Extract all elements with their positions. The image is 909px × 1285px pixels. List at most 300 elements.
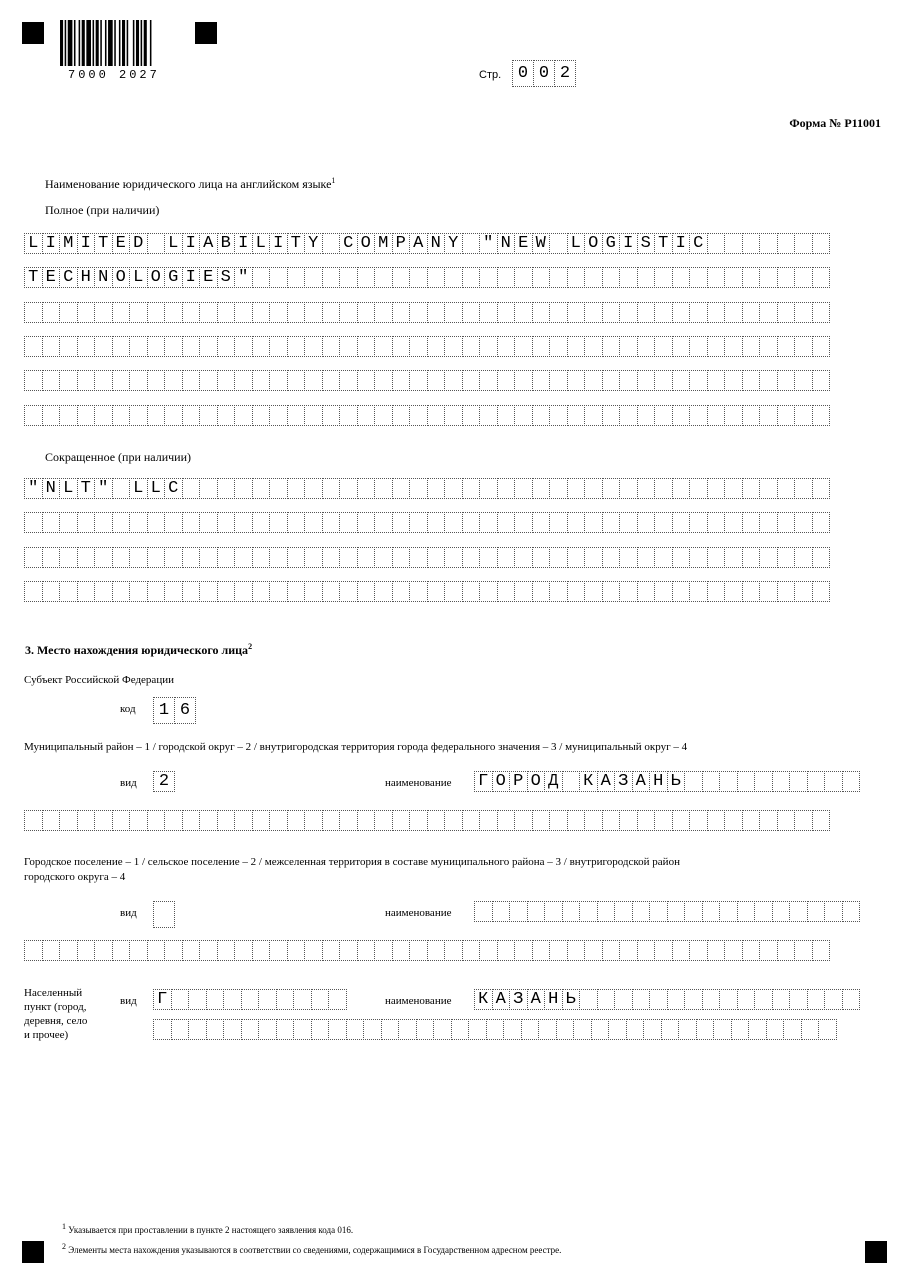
full-name-cell: [112, 370, 131, 391]
short-name-cell: [42, 512, 61, 533]
full-name-cell: [654, 302, 673, 323]
settlement-extra-cell: [672, 940, 691, 961]
full-name-cell: C: [339, 233, 358, 254]
full-name-cell: [147, 405, 166, 426]
full-name-cell: [374, 302, 393, 323]
settlement-extra-cell: [322, 940, 341, 961]
municipal-extra-cell: [794, 810, 813, 831]
full-name-cell: [287, 405, 306, 426]
short-name-cell: [339, 547, 358, 568]
short-name-cell: [234, 512, 253, 533]
locality-extra-cell: [661, 1019, 680, 1040]
full-name-cell: [269, 405, 288, 426]
short-name-cell: L: [129, 478, 148, 499]
full-name-cell: [777, 405, 796, 426]
municipal-extra-cell: [42, 810, 61, 831]
full-name-cell: Y: [444, 233, 463, 254]
full-name-cell: H: [77, 267, 96, 288]
municipal-name-cell: [807, 771, 826, 792]
short-name-cell: [584, 581, 603, 602]
municipal-name-cell: [754, 771, 773, 792]
full-name-cell: [217, 370, 236, 391]
full-name-cell: [199, 405, 218, 426]
municipal-extra-cell: [637, 810, 656, 831]
locality-vid-label: вид: [120, 995, 137, 1007]
short-name-cell: [147, 547, 166, 568]
full-name-cell: [94, 370, 113, 391]
full-name-cell: [287, 370, 306, 391]
settlement-name-cell: [737, 901, 756, 922]
municipal-extra-cell: [304, 810, 323, 831]
short-name-cell: [322, 547, 341, 568]
full-name-cell: N: [497, 233, 516, 254]
short-name-cell: ": [24, 478, 43, 499]
settlement-name-cell: [509, 901, 528, 922]
locality-extra-cell: [258, 1019, 277, 1040]
settlement-extra-cell: [182, 940, 201, 961]
full-name-cell: [689, 267, 708, 288]
municipal-extra-cell: [59, 810, 78, 831]
full-name-row: [24, 405, 830, 426]
locality-extra-cell: [433, 1019, 452, 1040]
locality-name-cell: [702, 989, 721, 1010]
full-name-cell: [654, 370, 673, 391]
locality-name-cell: [684, 989, 703, 1010]
short-name-label: Сокращенное (при наличии): [45, 450, 192, 464]
full-name-cell: [24, 405, 43, 426]
locality-name-cell: [667, 989, 686, 1010]
short-name-cell: [584, 547, 603, 568]
full-name-cell: [357, 405, 376, 426]
short-name-cell: [672, 581, 691, 602]
short-name-cell: [444, 478, 463, 499]
short-name-cell: [322, 478, 341, 499]
short-name-cell: [94, 581, 113, 602]
full-name-cell: [637, 302, 656, 323]
short-name-cell: [164, 512, 183, 533]
full-name-cell: [252, 302, 271, 323]
municipal-name-cell: [562, 771, 581, 792]
short-name-cell: [77, 581, 96, 602]
locality-name-cell: [772, 989, 791, 1010]
full-name-cell: [497, 370, 516, 391]
full-name-cell: [497, 267, 516, 288]
full-name-cell: [374, 405, 393, 426]
settlement-type-label-line2: городского округа – 4: [24, 871, 126, 883]
short-name-cell: [777, 512, 796, 533]
short-name-cell: [234, 581, 253, 602]
full-name-cell: S: [217, 267, 236, 288]
settlement-extra-cell: [24, 940, 43, 961]
page-digit-cell: 2: [554, 60, 576, 87]
settlement-name-cell: [667, 901, 686, 922]
settlement-extra-cell: [497, 940, 516, 961]
full-name-cell: [794, 233, 813, 254]
locality-name-cell: [614, 989, 633, 1010]
settlement-extra-cell: [707, 940, 726, 961]
short-name-cell: [252, 547, 271, 568]
short-name-cell: [217, 512, 236, 533]
full-name-cell: L: [24, 233, 43, 254]
full-name-cell: [409, 405, 428, 426]
full-name-cell: [199, 336, 218, 357]
municipal-name-cell: [719, 771, 738, 792]
full-name-cell: [444, 336, 463, 357]
full-name-cell: I: [269, 233, 288, 254]
short-name-cell: [654, 478, 673, 499]
municipal-extra-cell: [812, 810, 831, 831]
municipal-name-cell: О: [492, 771, 511, 792]
short-name-cell: [304, 478, 323, 499]
locality-extra-cell: [328, 1019, 347, 1040]
short-name-cell: [182, 581, 201, 602]
settlement-name-cell: [789, 901, 808, 922]
municipal-extra-cell: [777, 810, 796, 831]
full-name-cell: [304, 267, 323, 288]
short-name-cell: [392, 512, 411, 533]
full-name-cell: [217, 336, 236, 357]
locality-extra-cell: [451, 1019, 470, 1040]
locality-extra-cell: [538, 1019, 557, 1040]
municipal-name-cell: Ь: [667, 771, 686, 792]
short-name-cell: [112, 581, 131, 602]
full-name-cell: [147, 336, 166, 357]
settlement-extra-cell: [234, 940, 253, 961]
locality-extra-cell: [696, 1019, 715, 1040]
full-name-cell: [392, 370, 411, 391]
full-name-cell: [497, 302, 516, 323]
settlement-name-cell: [842, 901, 861, 922]
short-name-cell: [269, 581, 288, 602]
full-name-cell: [742, 370, 761, 391]
settlement-name-cell: [684, 901, 703, 922]
municipal-extra-cell: [269, 810, 288, 831]
full-name-cell: E: [514, 233, 533, 254]
full-name-cell: [707, 370, 726, 391]
full-name-cell: [514, 267, 533, 288]
full-name-cell: C: [689, 233, 708, 254]
municipal-extra-cell: [164, 810, 183, 831]
full-name-cell: [182, 336, 201, 357]
short-name-cell: [164, 547, 183, 568]
full-name-cell: [462, 336, 481, 357]
settlement-extra-cell: [602, 940, 621, 961]
short-name-cell: [339, 512, 358, 533]
municipal-extra-cell: [602, 810, 621, 831]
full-name-cell: [602, 405, 621, 426]
full-name-cell: [374, 267, 393, 288]
locality-extra-cell: [678, 1019, 697, 1040]
full-name-cell: [812, 370, 831, 391]
municipal-extra-cell: [689, 810, 708, 831]
full-name-cell: [812, 302, 831, 323]
locality-extra-cell: [206, 1019, 225, 1040]
full-name-cell: [287, 302, 306, 323]
short-name-cell: [409, 547, 428, 568]
short-name-cell: [182, 547, 201, 568]
full-name-cell: ": [479, 233, 498, 254]
short-name-cell: [427, 547, 446, 568]
full-name-cell: M: [59, 233, 78, 254]
full-name-cell: [794, 370, 813, 391]
full-name-cell: [514, 336, 533, 357]
short-name-cell: [689, 478, 708, 499]
full-name-cell: [724, 233, 743, 254]
full-name-cell: B: [217, 233, 236, 254]
full-name-cell: [759, 336, 778, 357]
locality-extra-cell: [818, 1019, 837, 1040]
full-name-cell: [112, 405, 131, 426]
settlement-extra-cell: [287, 940, 306, 961]
short-name-cell: [409, 512, 428, 533]
full-name-cell: L: [252, 233, 271, 254]
full-name-cell: [24, 336, 43, 357]
full-name-cell: [759, 233, 778, 254]
short-name-cell: [269, 478, 288, 499]
settlement-extra-cell: [532, 940, 551, 961]
full-name-cell: P: [392, 233, 411, 254]
full-name-cell: [112, 302, 131, 323]
full-name-cell: [164, 405, 183, 426]
short-name-cell: [182, 512, 201, 533]
short-name-cell: [567, 581, 586, 602]
municipal-name-cell: [737, 771, 756, 792]
page-digit-cell: 0: [512, 60, 534, 87]
settlement-extra-cell: [742, 940, 761, 961]
full-name-cell: [532, 405, 551, 426]
short-name-cell: [199, 547, 218, 568]
settlement-extra-cell: [112, 940, 131, 961]
short-name-cell: [59, 512, 78, 533]
short-name-cell: [182, 478, 201, 499]
full-name-cell: [444, 267, 463, 288]
short-name-cell: [24, 512, 43, 533]
municipal-extra-cell: [357, 810, 376, 831]
full-name-cell: [269, 302, 288, 323]
full-name-cell: [444, 370, 463, 391]
full-name-cell: [549, 233, 568, 254]
locality-name-cell: К: [474, 989, 493, 1010]
full-name-cell: [497, 336, 516, 357]
full-name-cell: [567, 370, 586, 391]
full-name-cell: [689, 336, 708, 357]
municipal-extra-cell: [497, 810, 516, 831]
full-name-cell: [59, 405, 78, 426]
settlement-extra-cell: [549, 940, 568, 961]
settlement-extra-cell: [654, 940, 673, 961]
full-name-cell: [794, 267, 813, 288]
short-name-cell: L: [59, 478, 78, 499]
settlement-extra-cell: [427, 940, 446, 961]
full-name-cell: [619, 302, 638, 323]
locality-name-cell: [789, 989, 808, 1010]
full-name-cell: [707, 405, 726, 426]
locality-vid-cell: [223, 989, 242, 1010]
form-title: Форма № Р11001: [789, 116, 881, 130]
locality-extra-cell: [503, 1019, 522, 1040]
short-name-cell: [199, 581, 218, 602]
full-name-cell: [322, 370, 341, 391]
short-name-cell: [619, 512, 638, 533]
municipal-name-cell: Р: [509, 771, 528, 792]
english-name-heading: Наименование юридического лица на английском языке$^1$: [45, 176, 336, 191]
locality-extra-cell: [223, 1019, 242, 1040]
municipal-extra-cell: [77, 810, 96, 831]
short-name-cell: [602, 547, 621, 568]
full-name-cell: ": [234, 267, 253, 288]
full-name-cell: [322, 405, 341, 426]
full-name-cell: [357, 267, 376, 288]
full-name-cell: [549, 405, 568, 426]
locality-vid-field: [153, 989, 347, 1010]
locality-extra-cell: [748, 1019, 767, 1040]
short-name-cell: [777, 581, 796, 602]
municipal-name-cell: [772, 771, 791, 792]
full-name-cell: [24, 302, 43, 323]
short-name-cell: [602, 581, 621, 602]
municipal-name-cell: З: [614, 771, 633, 792]
locality-name-extra-field: [153, 1019, 837, 1040]
short-name-cell: [497, 547, 516, 568]
short-name-cell: [287, 478, 306, 499]
short-name-cell: [59, 581, 78, 602]
full-name-cell: [672, 267, 691, 288]
registration-mark-bottom-left: [22, 1241, 44, 1263]
short-name-cell: [637, 581, 656, 602]
full-name-cell: [602, 267, 621, 288]
short-name-cell: [497, 478, 516, 499]
full-name-row: [24, 336, 830, 357]
full-name-cell: [427, 267, 446, 288]
locality-name-cell: А: [527, 989, 546, 1010]
municipal-name-cell: А: [597, 771, 616, 792]
short-name-cell: T: [77, 478, 96, 499]
full-name-cell: [112, 336, 131, 357]
short-name-cell: [567, 512, 586, 533]
short-name-cell: [514, 512, 533, 533]
full-name-cell: [567, 302, 586, 323]
short-name-cell: [479, 512, 498, 533]
full-name-cell: [199, 370, 218, 391]
full-name-cell: [742, 233, 761, 254]
short-name-cell: [374, 581, 393, 602]
settlement-extra-cell: [392, 940, 411, 961]
full-name-cell: [287, 336, 306, 357]
barcode-icon: [60, 20, 176, 66]
full-name-cell: [602, 336, 621, 357]
short-name-cell: [532, 581, 551, 602]
settlement-name-cell: [614, 901, 633, 922]
full-name-cell: [374, 370, 393, 391]
settlement-name-cell: [474, 901, 493, 922]
short-name-cell: [707, 581, 726, 602]
full-name-cell: [322, 302, 341, 323]
short-name-cell: [549, 478, 568, 499]
full-name-cell: [42, 302, 61, 323]
settlement-extra-cell: [217, 940, 236, 961]
short-name-cell: [742, 581, 761, 602]
short-name-cell: [339, 581, 358, 602]
full-name-cell: [304, 370, 323, 391]
short-name-cell: [252, 512, 271, 533]
short-name-cell: [199, 478, 218, 499]
full-name-cell: [532, 267, 551, 288]
municipal-extra-cell: [182, 810, 201, 831]
full-name-cell: [182, 370, 201, 391]
locality-extra-cell: [731, 1019, 750, 1040]
full-name-cell: [304, 336, 323, 357]
short-name-cell: [549, 512, 568, 533]
full-name-cell: I: [619, 233, 638, 254]
settlement-name-cell: [772, 901, 791, 922]
locality-name-cell: [719, 989, 738, 1010]
locality-extra-cell: [801, 1019, 820, 1040]
locality-name-field: [474, 989, 860, 1010]
full-name-cell: [637, 370, 656, 391]
municipal-name-label: наименование: [385, 777, 452, 789]
full-name-cell: [199, 302, 218, 323]
settlement-name-cell: [562, 901, 581, 922]
locality-extra-cell: [276, 1019, 295, 1040]
municipal-extra-cell: [532, 810, 551, 831]
short-name-cell: [479, 547, 498, 568]
full-name-cell: [689, 302, 708, 323]
short-name-cell: [724, 512, 743, 533]
short-name-cell: [374, 478, 393, 499]
short-name-cell: [532, 478, 551, 499]
municipal-name-extra-field: [24, 810, 830, 831]
full-name-cell: [164, 302, 183, 323]
municipal-extra-cell: [217, 810, 236, 831]
short-name-cell: C: [164, 478, 183, 499]
short-name-cell: [479, 478, 498, 499]
full-name-label: Полное (при наличии): [45, 203, 160, 217]
full-name-cell: [759, 405, 778, 426]
short-name-cell: [269, 512, 288, 533]
municipal-name-cell: [702, 771, 721, 792]
municipal-extra-cell: [444, 810, 463, 831]
locality-name-cell: А: [492, 989, 511, 1010]
full-name-cell: [234, 336, 253, 357]
short-name-row: [24, 581, 830, 602]
full-name-cell: S: [637, 233, 656, 254]
full-name-cell: [287, 267, 306, 288]
full-name-cell: [147, 233, 166, 254]
full-name-cell: T: [94, 233, 113, 254]
short-name-cell: [724, 581, 743, 602]
locality-extra-cell: [381, 1019, 400, 1040]
municipal-extra-cell: [514, 810, 533, 831]
locality-extra-cell: [486, 1019, 505, 1040]
locality-extra-cell: [311, 1019, 330, 1040]
full-name-cell: O: [147, 267, 166, 288]
full-name-cell: [392, 336, 411, 357]
settlement-name-cell: [527, 901, 546, 922]
short-name-cell: [24, 547, 43, 568]
short-name-row: [24, 478, 830, 499]
full-name-cell: [42, 405, 61, 426]
full-name-cell: [322, 233, 341, 254]
full-name-cell: [514, 405, 533, 426]
short-name-cell: [602, 478, 621, 499]
locality-name-label: наименование: [385, 995, 452, 1007]
full-name-cell: [654, 267, 673, 288]
settlement-name-cell: [807, 901, 826, 922]
locality-extra-cell: [363, 1019, 382, 1040]
settlement-name-label: наименование: [385, 907, 452, 919]
full-name-cell: [479, 370, 498, 391]
full-name-cell: [637, 405, 656, 426]
